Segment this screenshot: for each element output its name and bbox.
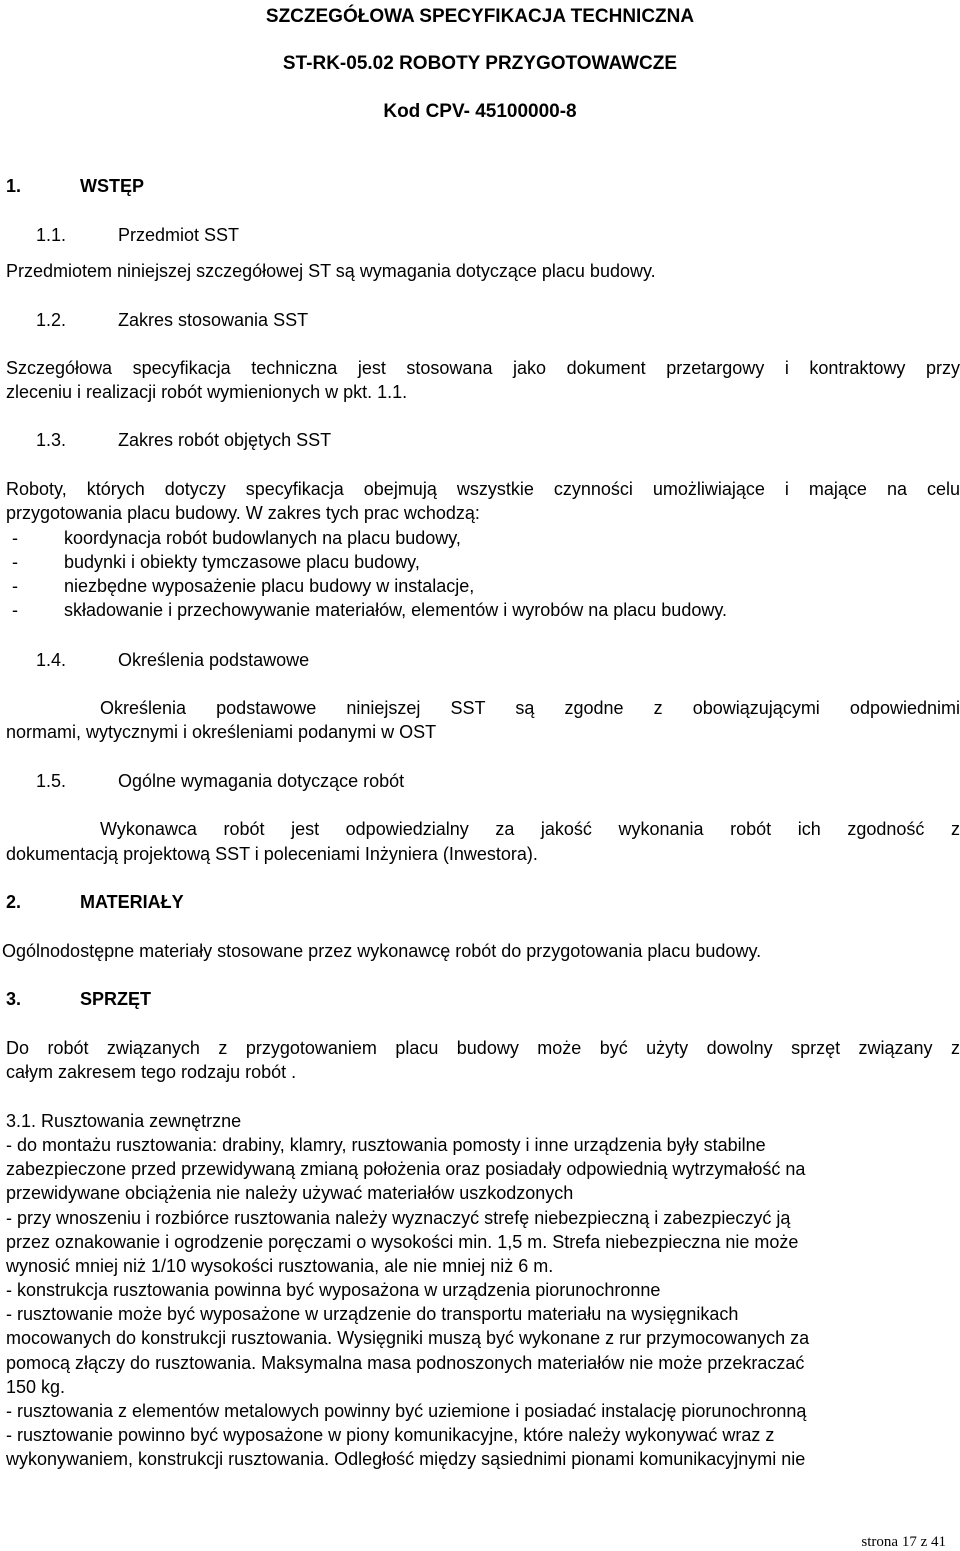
paragraph-line: pomocą złączy do rusztowania. Maksymalna masa podnoszonych materiałów nie może przekraczać — [6, 1353, 805, 1373]
paragraph-line: - rusztowania z elementów metalowych powinny być uziemione i posiadać instalację piorunochronną — [6, 1401, 807, 1421]
section-1-2-line-1: Szczegółowa specyfikacja techniczna jest stosowana jako dokument przetargowy i kontraktowy przy — [6, 358, 960, 378]
section-1-5-line-2: dokumentacją projektową SST i poleceniami Inżyniera (Inwestora). — [6, 844, 538, 864]
section-number: 1.5. — [36, 771, 67, 791]
section-1-3-line-2: przygotowania placu budowy. W zakres tych prac wchodzą: — [6, 503, 480, 523]
section-title: Ogólne wymagania dotyczące robót — [118, 771, 405, 791]
section-number: 3. — [6, 989, 22, 1009]
paragraph-line: - do montażu rusztowania: drabiny, klamry, rusztowania pomosty i inne urządzenia były stabilne — [6, 1135, 766, 1155]
section-1-4-line-1: Określenia podstawowe niniejszej SST są zgodne z obowiązującymi odpowiednimi — [100, 698, 960, 718]
paragraph-line: 150 kg. — [6, 1377, 66, 1397]
paragraph-line: mocowanych do konstrukcji rusztowania. Wysięgniki muszą być wykonane z rur przymocowanych za — [6, 1328, 810, 1348]
section-title: Określenia podstawowe — [118, 650, 310, 670]
document-page: SZCZEGÓŁOWA SPECYFIKACJA TECHNICZNA ST-RK-05.02 ROBOTY PRZYGOTOWAWCZE Kod CPV- 45100000-8 1. WSTĘP 1.1. Przedmiot SST Przedmiotem niniejszej szczegółowej ST są wymagania dotyczące placu budowy. 1.2. Zakres stosowania SST Szczegółowa specyfikacja techniczna jest stosowana jako dokument przetargowy i kontraktowy przy zleceniu i realizacji robót wymienionych w pkt. 1.1. 1.3. Zakres robót objętych SST Roboty, których dotyczy specyfikacja obejmują wszystkie czynności umożliwiające i mające na celu przygotowania placu budowy. W zakres tych prac wchodzą: - koordynacja robót budowlanych na placu budowy, - budynki i obiekty tymczasowe placu budowy, - niezbędne wyposażenie placu budowy w instalacje, - składowanie i przechowywanie materiałów, elementów i wyrobów na placu budowy. 1.4. Określenia podstawowe Określenia podstawowe niniejszej SST są zgodne z obowiązującymi odpowiednimi normami, wytycznymi i określeniami podanymi w OST 1.5. Ogólne wymagania dotyczące robót Wykonawca robót jest odpowiedzialny za jakość wykonania robót ich zgodność z dokumentacją projektową SST i poleceniami Inżyniera (Inwestora). 2. MATERIAŁY Ogólnodostępne materiały stosowane przez wykonawcę robót do przygotowania placu budowy. 3. SPRZĘT Do robót związanych z przygotowaniem placu budowy może być użyty dowolny sprzęt związany z całym zakresem tego rodzaju robót . 3.1. Rusztowania zewnętrzne - do montażu rusztowania: drabiny, klamry, rusztowania pomosty i inne urządzenia były stabilne zabezpieczone przed przewidywaną zmianą położenia oraz posiadały odpowiednią wytrzymałość na przewidywane obciążenia nie należy używać materiałów uszkodzonych - przy wnoszeniu i rozbiórce rusztowania należy wyznaczyć strefę niebezpieczną i zabezpieczyć ją przez oznakowanie i ogrodzenie poręczami o wysokości min. 1,5 m. Strefa niebezpieczna nie może wynosić mniej niż 1/10 wysokości rusztowania, ale nie mniej niż 6 m. - konstrukcja rusztowania powinna być wyposażona w urządzenia piorunochronne - rusztowanie może być wyposażone w urządzenie do transportu materiału na wysięgnikach mocowanych do konstrukcji rusztowania. Wysięgniki muszą być wykonane z rur przymocowanych za pomocą złączy do rusztowania. Maksymalna masa podnoszonych materiałów nie może przekraczać 150 kg. - rusztowania z elementów metalowych powinny być uziemione i posiadać instalację piorunochronną - rusztowanie powinno być wyposażone w piony komunikacyjne, które należy wykonywać wraz z wykonywaniem, konstrukcji rusztowania. Odległość między sąsiednimi pionami komunikacyjnymi nie strona 17 z 41 — [2, 6, 960, 1550]
section-3-1-heading: 3.1. Rusztowania zewnętrzne — [6, 1111, 242, 1131]
paragraph-line: wynosić mniej niż 1/10 wysokości rusztowania, ale nie mniej niż 6 m. — [6, 1256, 554, 1276]
section-title: SPRZĘT — [80, 989, 152, 1009]
section-title: Przedmiot SST — [118, 225, 240, 245]
section-1-4-line-2: normami, wytycznymi i określeniami podanymi w OST — [6, 722, 437, 742]
section-number: 1.4. — [36, 650, 67, 670]
section-number: 1.3. — [36, 430, 67, 450]
paragraph-line: przewidywane obciążenia nie należy używać materiałów uszkodzonych — [6, 1183, 574, 1203]
page-number: strona 17 z 41 — [861, 1534, 946, 1550]
section-2-text: Ogólnodostępne materiały stosowane przez wykonawcę robót do przygotowania placu budowy. — [2, 941, 762, 961]
section-1-3-line-1: Roboty, których dotyczy specyfikacja obejmują wszystkie czynności umożliwiające i mające na celu — [6, 479, 960, 499]
section-number: 1. — [6, 176, 22, 196]
section-1-2-line-2: zleceniu i realizacji robót wymienionych w pkt. 1.1. — [6, 382, 408, 402]
paragraph-line: wykonywaniem, konstrukcji rusztowania. Odległość między sąsiednimi pionami komunikacyjnymi nie — [6, 1449, 806, 1469]
paragraph-line: zabezpieczone przed przewidywaną zmianą położenia oraz posiadały odpowiednią wytrzymałość na — [6, 1159, 806, 1179]
section-title: WSTĘP — [80, 176, 145, 196]
paragraph-line: - rusztowanie może być wyposażone w urządzenie do transportu materiału na wysięgnikach — [6, 1304, 739, 1324]
section-title: MATERIAŁY — [80, 892, 184, 912]
section-number: 1.1. — [36, 225, 67, 245]
section-number: 1.2. — [36, 310, 67, 330]
section-1-5-line-1: Wykonawca robót jest odpowiedzialny za jakość wykonania robót ich zgodność z — [100, 819, 960, 839]
paragraph-line: przez oznakowanie i ogrodzenie poręczami o wysokości min. 1,5 m. Strefa niebezpieczna nie może — [6, 1232, 799, 1252]
section-number: 2. — [6, 892, 22, 912]
paragraph-line: - rusztowanie powinno być wyposażone w piony komunikacyjne, które należy wykonywać wraz z — [6, 1425, 775, 1445]
section-title: Zakres robót objętych SST — [118, 430, 332, 450]
doc-title: SZCZEGÓŁOWA SPECYFIKACJA TECHNICZNA — [265, 6, 695, 27]
paragraph-line: - konstrukcja rusztowania powinna być wyposażona w urządzenia piorunochronne — [6, 1280, 661, 1300]
section-1-1-text: Przedmiotem niniejszej szczegółowej ST są wymagania dotyczące placu budowy. — [6, 261, 656, 281]
section-3-line-2: całym zakresem tego rodzaju robót . — [6, 1062, 297, 1082]
doc-subtitle: ST-RK-05.02 ROBOTY PRZYGOTOWAWCZE — [282, 53, 678, 74]
paragraph-line: - przy wnoszeniu i rozbiórce rusztowania należy wyznaczyć strefę niebezpieczną i zabezpieczyć ją — [6, 1208, 791, 1228]
section-3-line-1: Do robót związanych z przygotowaniem placu budowy może być użyty dowolny sprzęt związany z — [6, 1038, 960, 1058]
doc-cpv-code: Kod CPV- 45100000-8 — [383, 101, 577, 122]
section-title: Zakres stosowania SST — [118, 310, 309, 330]
